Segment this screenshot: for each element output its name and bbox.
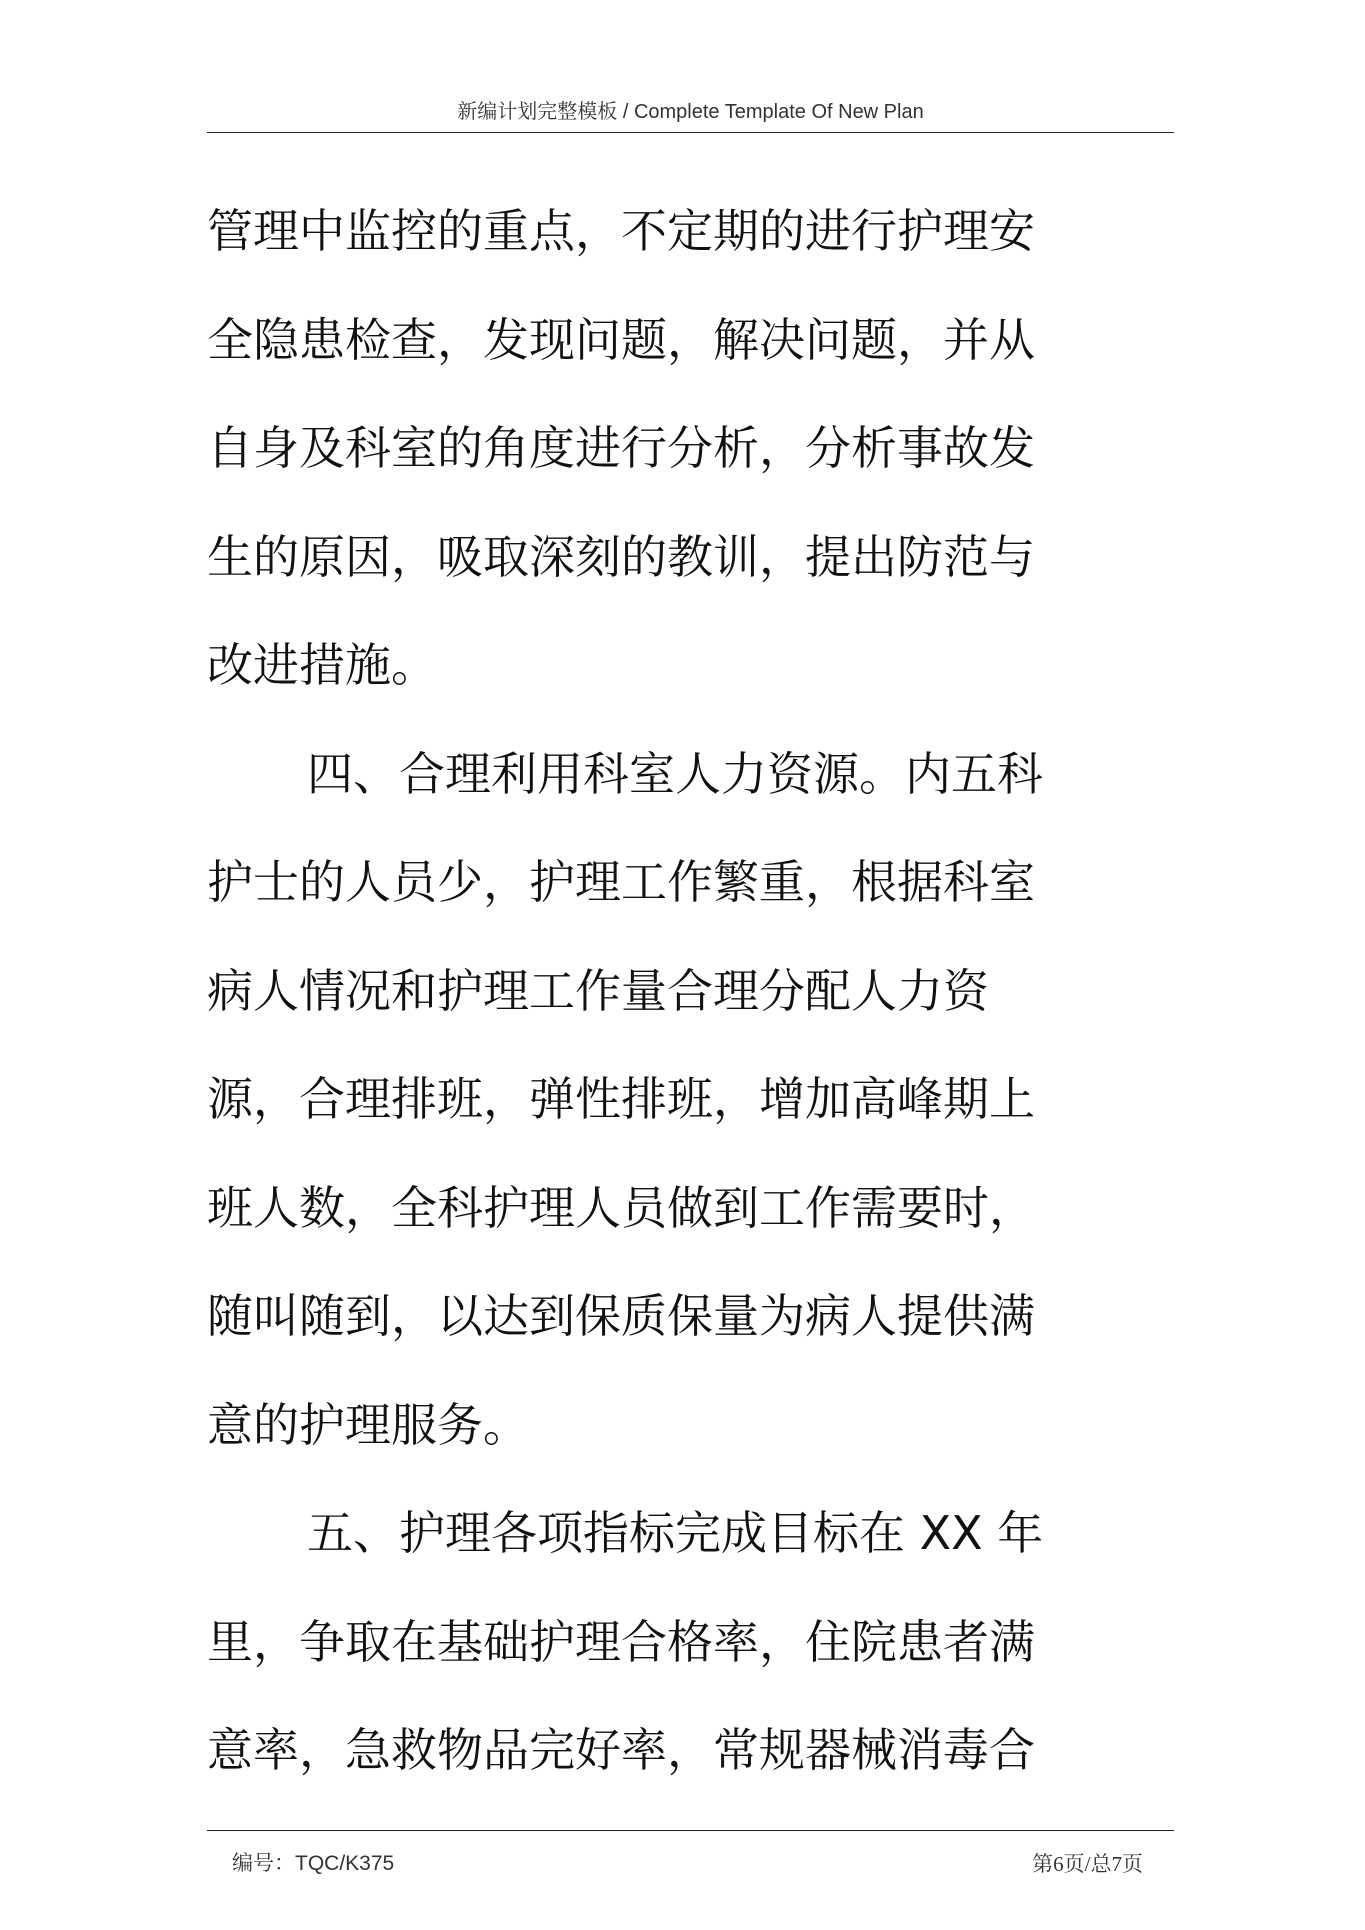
body-line: 随叫随到，以达到保质保量为病人提供满 (207, 1289, 1035, 1343)
body-line: 全隐患检查，发现问题，解决问题，并从 (207, 312, 1035, 367)
body-line: 源，合理排班，弹性排班，增加高峰期上 (207, 1072, 1035, 1126)
page-number: 第6页/总7页 (1032, 1852, 1143, 1876)
footer-divider (207, 1830, 1174, 1831)
body-line: 自身及科室的角度进行分析，分析事故发 (207, 421, 1035, 475)
body-line: 管理中监控的重点，不定期的进行护理安 (207, 204, 1035, 258)
document-body (207, 177, 1137, 1805)
body-line: 班人数，全科护理人员做到工作需要时， (207, 1180, 1035, 1235)
body-line: 生的原因，吸取深刻的教训，提出防范与 (207, 529, 1035, 584)
section-four-heading-line: 四、合理利用科室人力资源。内五科 (307, 746, 1043, 801)
header-divider (207, 132, 1174, 133)
body-line: 病人情况和护理工作量合理分配人力资 (207, 963, 989, 1018)
body-line: 意率，急救物品完好率，常规器械消毒合 (207, 1723, 1035, 1777)
body-line: 意的护理服务。 (207, 1397, 529, 1452)
page-header: 新编计划完整模板 / Complete Template Of New Plan (457, 101, 924, 123)
section-five-heading-line: 五、护理各项指标完成目标在 XX 年 (307, 1506, 1044, 1560)
body-line: 里，争取在基础护理合格率，住院患者满 (207, 1614, 1035, 1669)
body-line: 护士的人员少，护理工作繁重，根据科室 (207, 855, 1035, 909)
body-line: 改进措施。 (207, 638, 437, 692)
document-number: 编号：TQC/K375 (232, 1852, 395, 1875)
